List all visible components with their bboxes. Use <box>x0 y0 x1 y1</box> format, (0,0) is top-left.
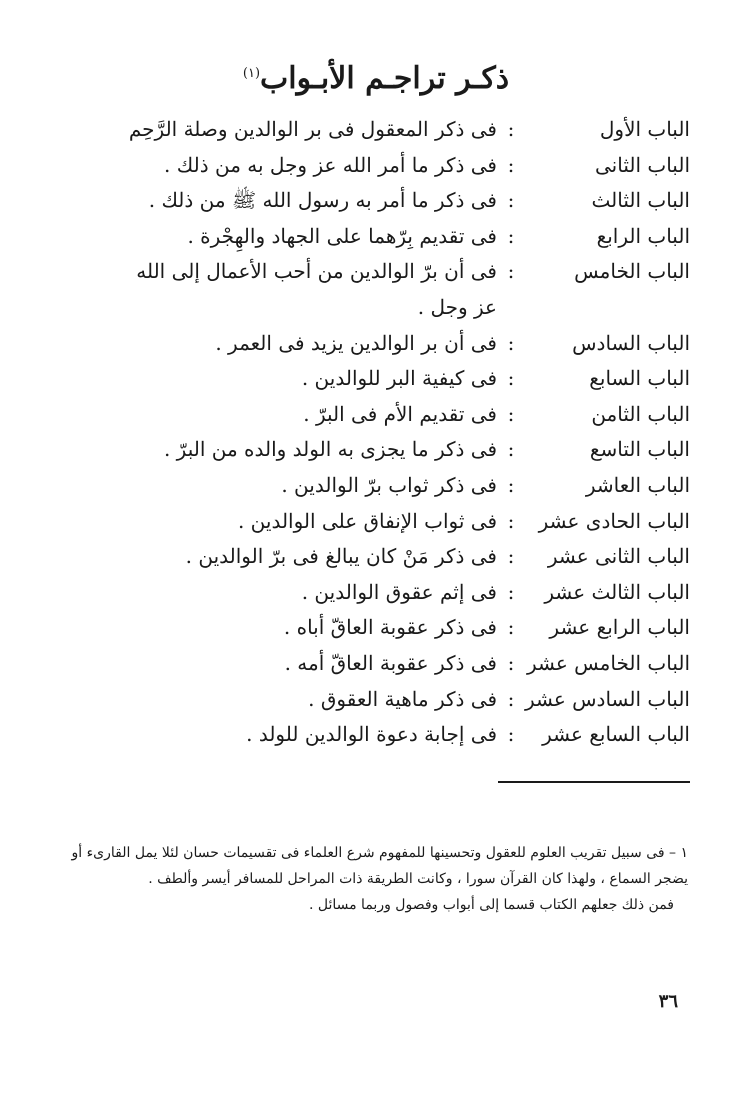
chapter-name: الباب السابع <box>589 366 690 391</box>
chapter-description: فى كيفية البر للوالدين . <box>301 366 497 391</box>
chapter-description: فى أن برّ الوالدين من أحب الأعمال إلى الله <box>136 259 497 284</box>
chapter-colon: : <box>507 579 515 604</box>
chapter-colon: : <box>507 152 515 177</box>
chapter-row <box>50 326 690 362</box>
chapter-colon: : <box>507 401 515 426</box>
chapter-name: الباب الثانى <box>595 152 690 177</box>
chapter-colon: : <box>507 188 515 213</box>
chapter-description: فى أن بر الوالدين يزيد فى العمر . <box>215 330 497 355</box>
chapter-colon: : <box>507 650 515 675</box>
chapter-row <box>50 610 690 646</box>
chapter-colon: : <box>507 508 515 533</box>
chapter-row <box>50 539 690 575</box>
chapter-row <box>50 468 690 504</box>
chapter-name: الباب الحادى عشر <box>538 508 690 533</box>
chapter-description: فى ثواب الإنفاق على الوالدين . <box>237 508 497 533</box>
chapter-description: فى ذكر عقوبة العاقّ أباه . <box>283 615 497 640</box>
chapter-name: الباب الرابع <box>596 223 690 248</box>
chapter-name: الباب الثامن <box>591 401 690 426</box>
chapter-colon: : <box>507 686 515 711</box>
chapter-colon: : <box>507 544 515 569</box>
title-footnote-marker: (١) <box>242 66 261 81</box>
chapter-description: فى تقديم بِرّهما على الجهاد والهِجْرة . <box>187 223 497 248</box>
chapter-description: فى ذكر عقوبة العاقّ أمه . <box>284 650 497 675</box>
chapter-colon: : <box>507 437 515 462</box>
chapter-name: الباب الأول <box>599 117 690 141</box>
chapter-row <box>50 361 690 397</box>
page-title-text: ذكـر تراجـم الأبـواب <box>260 61 510 96</box>
footnote <box>48 840 688 918</box>
chapter-name: الباب السادس <box>572 330 690 355</box>
chapter-row <box>50 219 690 255</box>
chapter-colon: : <box>507 722 515 747</box>
chapter-row <box>50 504 690 540</box>
chapter-row <box>50 646 690 682</box>
chapter-colon: : <box>507 615 515 640</box>
page-number: ٣٦ <box>658 991 678 1012</box>
chapter-description-block <box>50 254 497 325</box>
chapter-description: فى ذكر المعقول فى بر الوالدين وصلة الرَّحِم <box>128 117 497 141</box>
chapter-description: فى ذكر ماهية العقوق . <box>308 686 497 711</box>
chapter-row <box>50 397 690 433</box>
chapter-description: فى ذكر ما أمر الله عز وجل به من ذلك . <box>164 152 497 177</box>
chapter-colon: : <box>507 259 515 284</box>
chapter-description: فى ذكر ما يجزى به الولد والده من البرّ . <box>163 437 497 462</box>
chapter-name: الباب السابع عشر <box>542 722 690 747</box>
chapter-row <box>50 183 690 219</box>
page-title <box>0 52 752 101</box>
chapter-name: الباب الثالث عشر <box>544 579 690 604</box>
chapter-description: فى ذكر مَنْ كان يبالغ فى برّ الوالدين . <box>185 544 497 569</box>
chapter-description: فى تقديم الأم فى البرّ . <box>303 401 497 426</box>
chapter-colon: : <box>507 223 515 248</box>
chapter-name: الباب الرابع عشر <box>549 615 690 640</box>
chapter-list <box>50 112 690 753</box>
footnote-paragraph: فمن ذلك جعلهم الكتاب قسما إلى أبواب وفصول وربما مسائل . <box>308 897 674 913</box>
chapter-colon: : <box>507 366 515 391</box>
footnote-divider <box>498 781 690 783</box>
chapter-name: الباب التاسع <box>589 437 690 462</box>
chapter-name: الباب الثالث <box>591 188 690 213</box>
chapter-name: الباب السادس عشر <box>524 686 690 711</box>
chapter-colon: : <box>507 117 515 141</box>
chapter-description: فى إجابة دعوة الوالدين للولد . <box>246 722 497 747</box>
chapter-name: الباب الثانى عشر <box>547 544 690 569</box>
footnote-paragraph: ١ – فى سبيل تقريب العلوم للعقول وتحسينها للمفهوم شرع العلماء فى تقسيمات حسان لئلا يمل القارىء أو يضجر السماع ، ولهذا كان القرآن سورا ، وكانت الطريقة ذات المراحل للمسافر أيسر وألطف . <box>71 845 688 887</box>
chapter-row <box>50 254 690 325</box>
chapter-description: فى ذكر ثواب برّ الوالدين . <box>281 472 497 497</box>
chapter-row <box>50 148 690 184</box>
chapter-row <box>50 682 690 718</box>
chapter-row <box>50 432 690 468</box>
chapter-description: فى إثم عقوق الوالدين . <box>301 579 497 604</box>
chapter-description: فى ذكر ما أمر به رسول الله ﷺ من ذلك . <box>148 188 497 213</box>
chapter-row <box>50 575 690 611</box>
chapter-colon: : <box>507 472 515 497</box>
chapter-description-continuation: عز وجل . <box>417 294 497 319</box>
chapter-name: الباب الخامس <box>574 259 690 284</box>
chapter-name: الباب الخامس عشر <box>527 650 690 675</box>
chapter-name: الباب العاشر <box>585 472 690 497</box>
chapter-row <box>50 112 690 148</box>
chapter-row <box>50 717 690 753</box>
chapter-colon: : <box>507 330 515 355</box>
